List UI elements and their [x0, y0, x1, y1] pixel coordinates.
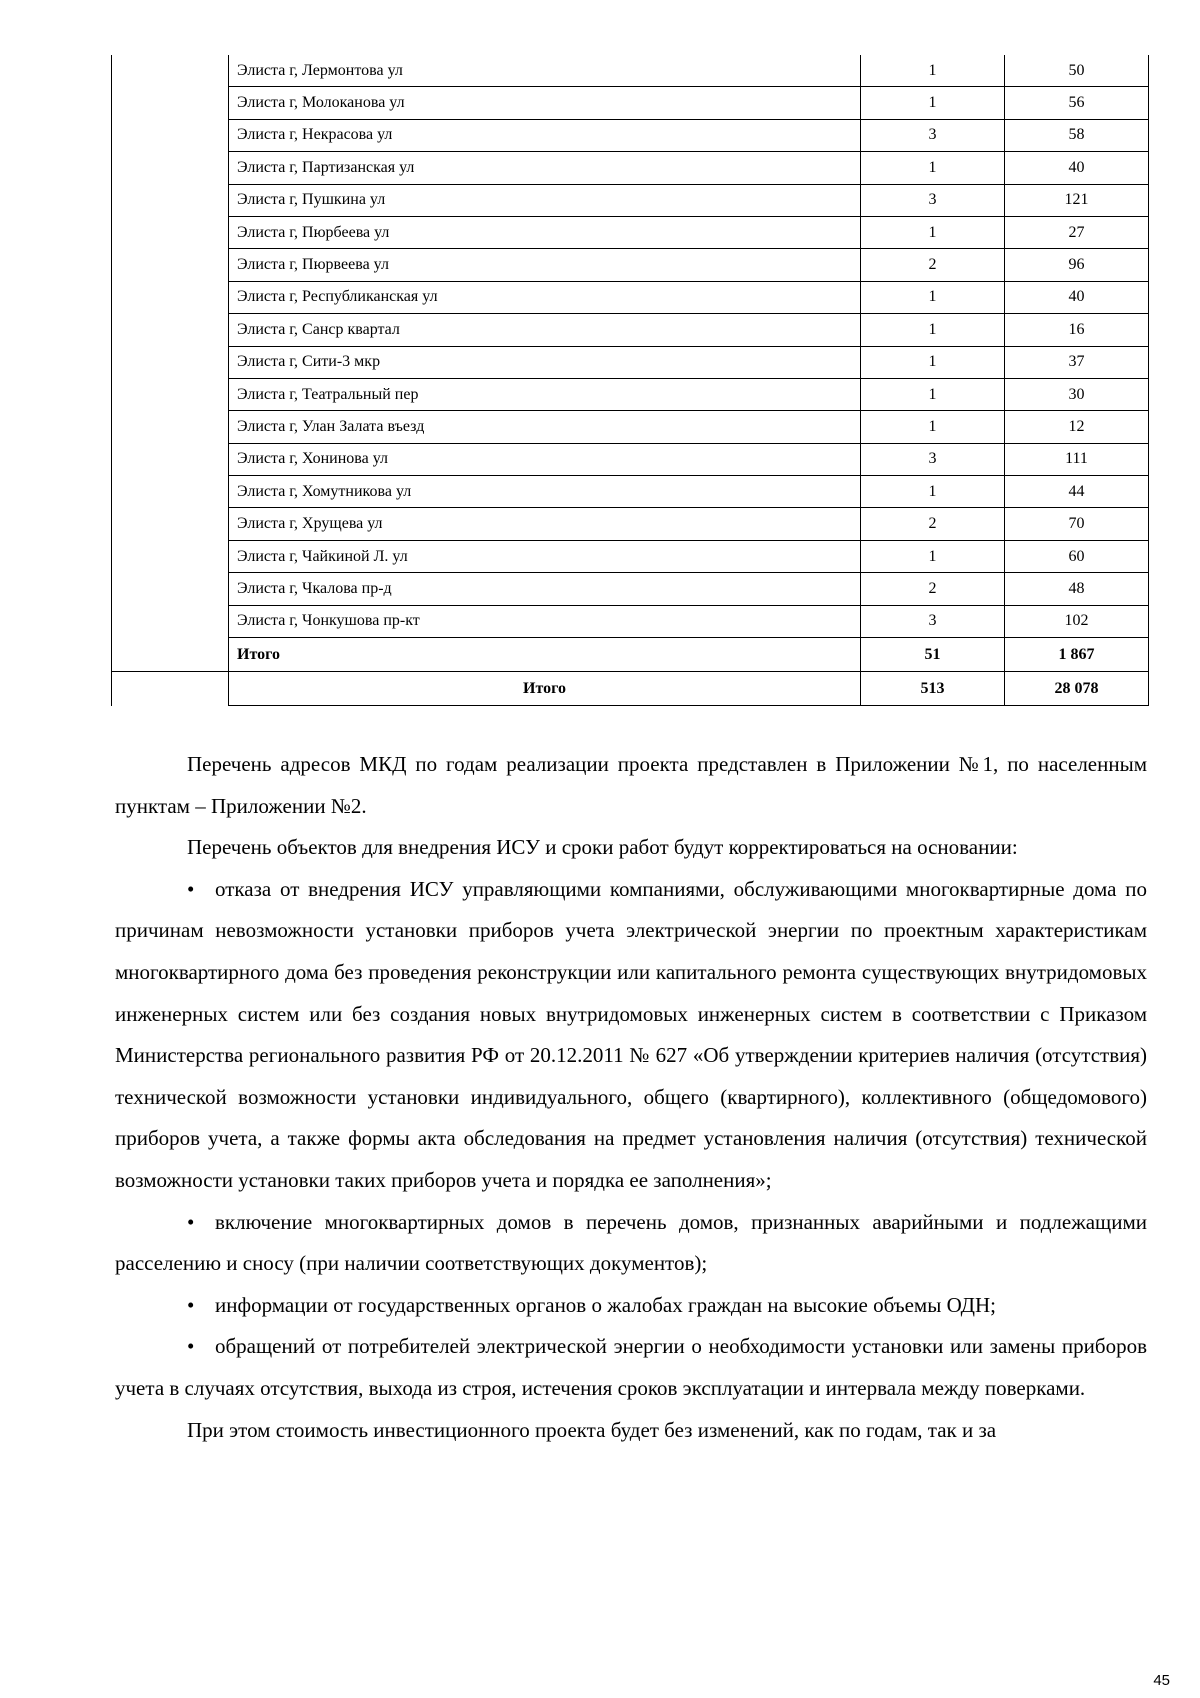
value-cell: 12 — [1005, 411, 1149, 443]
value-cell: 102 — [1005, 605, 1149, 637]
grand-total-count: 513 — [861, 672, 1005, 706]
address-cell: Элиста г, Пушкина ул — [229, 184, 861, 216]
count-cell: 1 — [861, 411, 1005, 443]
bullet-item — [115, 1326, 1147, 1409]
value-cell: 37 — [1005, 346, 1149, 378]
address-cell: Элиста г, Хонинова ул — [229, 443, 861, 475]
address-cell: Элиста г, Театральный пер — [229, 378, 861, 410]
value-cell: 27 — [1005, 216, 1149, 248]
address-cell: Элиста г, Хрущева ул — [229, 508, 861, 540]
count-cell: 1 — [861, 314, 1005, 346]
bullet-mark: • — [187, 1292, 195, 1317]
address-cell: Элиста г, Пюрбеева ул — [229, 216, 861, 248]
body-text — [115, 744, 1147, 1451]
address-cell: Элиста г, Улан Залата въезд — [229, 411, 861, 443]
value-cell: 40 — [1005, 281, 1149, 313]
group-cell — [112, 281, 229, 313]
value-cell: 16 — [1005, 314, 1149, 346]
table-row — [112, 346, 1149, 378]
table-row — [112, 378, 1149, 410]
address-cell: Элиста г, Сити-3 мкр — [229, 346, 861, 378]
count-cell: 3 — [861, 119, 1005, 151]
grand-total-value: 28 078 — [1005, 672, 1149, 706]
value-cell: 70 — [1005, 508, 1149, 540]
bullet-item — [115, 1285, 1147, 1327]
address-cell: Элиста г, Республиканская ул — [229, 281, 861, 313]
group-cell — [112, 55, 229, 87]
group-cell — [112, 378, 229, 410]
count-cell: 3 — [861, 184, 1005, 216]
value-cell: 111 — [1005, 443, 1149, 475]
group-cell — [112, 638, 229, 672]
address-cell: Элиста г, Хомутникова ул — [229, 476, 861, 508]
count-cell: 1 — [861, 152, 1005, 184]
group-cell — [112, 216, 229, 248]
count-cell: 1 — [861, 476, 1005, 508]
value-cell: 30 — [1005, 378, 1149, 410]
count-cell: 1 — [861, 378, 1005, 410]
table-row — [112, 508, 1149, 540]
table-row — [112, 443, 1149, 475]
table-row — [112, 281, 1149, 313]
count-cell: 2 — [861, 573, 1005, 605]
table-row — [112, 411, 1149, 443]
value-cell: 121 — [1005, 184, 1149, 216]
bullet-item — [115, 869, 1147, 1202]
table-row — [112, 87, 1149, 119]
bullet-text: обращений от потребителей электрической энергии о необходимости установки или замены приборов учета в случаях отсутствия, выхода из строя, истечения сроков эксплуатации и интервала между поверками. — [115, 1334, 1147, 1400]
value-cell: 58 — [1005, 119, 1149, 151]
subtotal-label: Итого — [229, 638, 861, 672]
group-cell — [112, 119, 229, 151]
value-cell: 48 — [1005, 573, 1149, 605]
count-cell: 2 — [861, 508, 1005, 540]
table-row — [112, 55, 1149, 87]
address-cell: Элиста г, Пюрвеева ул — [229, 249, 861, 281]
value-cell: 50 — [1005, 55, 1149, 87]
address-cell: Элиста г, Лермонтова ул — [229, 55, 861, 87]
count-cell: 1 — [861, 346, 1005, 378]
bullet-text: включение многоквартирных домов в перечень домов, признанных аварийными и подлежащими расселению и сносу (при наличии соответствующих документов); — [115, 1209, 1147, 1276]
count-cell: 3 — [861, 443, 1005, 475]
table-row — [112, 540, 1149, 572]
group-cell — [112, 87, 229, 119]
value-cell: 44 — [1005, 476, 1149, 508]
table-row — [112, 476, 1149, 508]
address-table — [111, 55, 1149, 706]
paragraph-appendix: Перечень адресов МКД по годам реализации проекта представлен в Приложении №1, по населенным пунктам – Приложении №2. — [115, 752, 1147, 818]
group-cell — [112, 314, 229, 346]
bullet-text: информации от государственных органов о жалобах граждан на высокие объемы ОДН; — [215, 1292, 997, 1317]
value-cell: 40 — [1005, 152, 1149, 184]
group-cell — [112, 476, 229, 508]
table-row — [112, 119, 1149, 151]
value-cell: 96 — [1005, 249, 1149, 281]
group-cell — [112, 508, 229, 540]
address-cell: Элиста г, Чонкушова пр-кт — [229, 605, 861, 637]
group-cell — [112, 346, 229, 378]
bullet-mark: • — [187, 1209, 195, 1234]
value-cell: 60 — [1005, 540, 1149, 572]
address-cell: Элиста г, Некрасова ул — [229, 119, 861, 151]
group-cell — [112, 152, 229, 184]
table-row — [112, 249, 1149, 281]
group-cell — [112, 672, 229, 706]
group-cell — [112, 184, 229, 216]
count-cell: 2 — [861, 249, 1005, 281]
grand-total-row — [112, 672, 1149, 706]
bullet-mark: • — [187, 876, 195, 901]
table-row — [112, 184, 1149, 216]
group-cell — [112, 573, 229, 605]
value-cell: 56 — [1005, 87, 1149, 119]
group-cell — [112, 443, 229, 475]
address-cell: Элиста г, Санср квартал — [229, 314, 861, 346]
subtotal-value: 1 867 — [1005, 638, 1149, 672]
table-row — [112, 152, 1149, 184]
page-number: 45 — [1153, 1672, 1170, 1689]
count-cell: 3 — [861, 605, 1005, 637]
bullet-text: отказа от внедрения ИСУ управляющими компаниями, обслуживающими многоквартирные дома по причинам невозможности установки приборов учета электрической энергии по проектным характеристикам многоквартирного дома без проведения реконструкции или капитального ремонта существующих внутридомовых инженерных систем или без создания новых внутридомовых инженерных систем в соответствии с Приказом Министерства регионального развития РФ от 20.12.2011 № 627 «Об утверждении критериев наличия (отсутствия) технической возможности установки индивидуального, общего (квартирного), коллективного (общедомового) приборов учета, а также формы акта обследования на предмет установления наличия (отсутствия) технической возможности установки таких приборов учета и порядка ее заполнения»; — [115, 876, 1147, 1192]
count-cell: 1 — [861, 216, 1005, 248]
grand-total-label: Итого — [229, 672, 861, 706]
group-cell — [112, 411, 229, 443]
bullet-item — [115, 1202, 1147, 1285]
address-cell: Элиста г, Партизанская ул — [229, 152, 861, 184]
count-cell: 1 — [861, 55, 1005, 87]
paragraph-adjustment: Перечень объектов для внедрения ИСУ и сроки работ будут корректироваться на основании: — [187, 835, 1018, 860]
group-cell — [112, 540, 229, 572]
count-cell: 1 — [861, 281, 1005, 313]
group-cell — [112, 605, 229, 637]
count-cell: 1 — [861, 87, 1005, 119]
count-cell: 1 — [861, 540, 1005, 572]
table-row — [112, 605, 1149, 637]
subtotal-count: 51 — [861, 638, 1005, 672]
address-cell: Элиста г, Чкалова пр-д — [229, 573, 861, 605]
address-cell: Элиста г, Чайкиной Л. ул — [229, 540, 861, 572]
paragraph-cost: При этом стоимость инвестиционного проекта будет без изменений, как по годам, так и за — [187, 1417, 997, 1442]
table-row — [112, 314, 1149, 346]
subtotal-row — [112, 638, 1149, 672]
table-row — [112, 216, 1149, 248]
table-row — [112, 573, 1149, 605]
table-body — [112, 55, 1149, 706]
group-cell — [112, 249, 229, 281]
bullet-mark: • — [187, 1334, 195, 1359]
address-cell: Элиста г, Молоканова ул — [229, 87, 861, 119]
